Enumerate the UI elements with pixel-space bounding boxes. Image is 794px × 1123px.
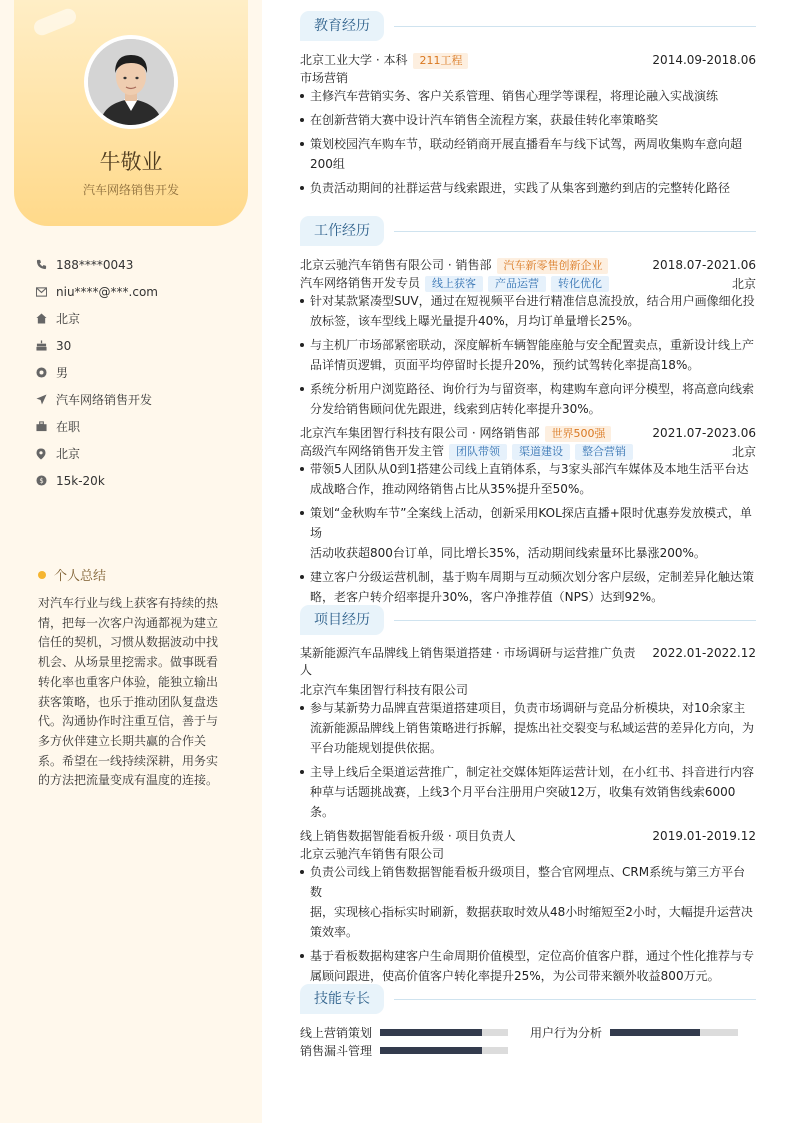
cake-icon: [36, 340, 56, 351]
list-item: 与主机厂市场部紧密联动，深度解析车辆智能座舱与安全配置卖点，重新设计线上产 品详情页逻辑，页面平均停留时长提升20%，预约试驾转化率提高18%。: [300, 335, 756, 375]
info-status: 在职: [36, 413, 158, 440]
skill-level-bar: [380, 1047, 508, 1054]
list-item: 参与某新势力品牌直营渠道搭建项目，负责市场调研与竞品分析模块，对10余家主 流新能源品牌线上销售策略进行拆解，提炼出社交裂变与私域运营的差异化方向，为 平台功能规划提供依据。: [300, 698, 756, 758]
section-title: 教育经历: [300, 11, 384, 41]
person-title: 汽车网络销售开发: [82, 183, 179, 197]
company-name: 北京云驰汽车销售有限公司 · 销售部: [300, 258, 492, 272]
project-org: 北京汽车集团智行科技有限公司: [300, 683, 469, 697]
home-icon: [36, 313, 56, 324]
avatar: [84, 35, 178, 129]
job-bullets: [300, 291, 756, 423]
skill-tag: 线上获客: [425, 276, 483, 292]
job-role: 汽车网络销售开发专员: [300, 276, 421, 290]
project-header: [300, 645, 756, 679]
info-position: 汽车网络销售开发: [36, 386, 158, 413]
education-major: 市场营销: [300, 71, 349, 85]
skill-name: 用户行为分析: [530, 1026, 603, 1040]
education-bullets: [300, 86, 756, 202]
list-item: 主导上线后全渠道运营推广，制定社交媒体矩阵运营计划，在小红书、抖音进行内容 种草与话题挑战赛，上线3个月平台注册用户突破12万，收集有效销售线索6000 条。: [300, 762, 756, 822]
job-city: 北京: [731, 444, 756, 459]
gender-icon: [36, 367, 56, 378]
svg-text:$: $: [39, 476, 44, 485]
info-gender: 男: [36, 359, 158, 386]
phone-icon: [36, 259, 56, 270]
job-city: 北京: [731, 276, 756, 291]
skill-item: [530, 1024, 738, 1041]
summary-heading: 个人总结: [38, 565, 106, 584]
job-header: [300, 256, 756, 274]
info-age: 30: [36, 332, 158, 359]
section-work: [300, 216, 756, 246]
skill-tag: 整合营销: [575, 444, 633, 460]
project-name: 线上销售数据智能看板升级 · 项目负责人: [300, 829, 516, 843]
info-home: 北京: [36, 305, 158, 332]
summary-text: 对汽车行业与线上获客有持续的热 情，把每一次客户沟通都视为建立 信任的契机，习惯从数据波动中找 机会、从场景里挖需求。做事既看 转化率也重客户体验，能独立输出 获客策略，也乐于推动团队复盘迭 代。沟通协作时注重互信，善于与 多方伙伴建立长期共赢的合作关 系。希望在一线持续深耕，用务实 的方法把流量变成有温度的连接。: [38, 596, 219, 788]
job-role: 高级汽车网络销售开发主管: [300, 444, 445, 458]
info-salary: $ 15k-20k: [36, 467, 158, 494]
skill-tag: 团队带领: [449, 444, 507, 460]
company-tag: 世界500强: [545, 426, 611, 442]
section-title: 项目经历: [300, 605, 384, 635]
list-item: 主修汽车营销实务、客户关系管理、销售心理学等课程，将理论融入实战演练: [300, 86, 756, 106]
list-item: 策划校园汽车购车节，联动经销商开展直播看车与线下试驾，两周收集购车意向超 200组: [300, 134, 756, 174]
list-item: 策划“金秋购车节”全案线上活动，创新采用KOL探店直播+限时优惠券发放模式，单场 活动收获超800台订单，同比增长35%，活动期间线索量环比暴涨200%。: [300, 503, 756, 563]
project-org: 北京云驰汽车销售有限公司: [300, 847, 445, 861]
job-role-row: [300, 274, 756, 292]
mail-icon: [36, 287, 56, 297]
list-item: 带领5人团队从0到1搭建公司线上直销体系，与3家头部汽车媒体及本地生活平台达 成战略合作，推动网络销售占比从35%提升至50%。: [300, 459, 756, 499]
list-item: 针对某款紧凑型SUV，通过在短视频平台进行精准信息流投放，结合用户画像细化投 放标签，该车型线上曝光量提升40%，月均订单量增长25%。: [300, 291, 756, 331]
avatar-photo: [88, 39, 174, 125]
skill-tag: 产品运营: [488, 276, 546, 292]
briefcase-icon: [36, 421, 56, 432]
skill-item: [300, 1024, 508, 1041]
skill-item: [300, 1042, 508, 1059]
skill-tag: 渠道建设: [512, 444, 570, 460]
project-header: [300, 827, 756, 844]
job-role-row: [300, 442, 756, 460]
list-item: 系统分析用户浏览路径、询价行为与留资率，构建购车意向评分模型，将高意向线索 分发给销售顾问优先跟进，线索到店转化率提升30%。: [300, 379, 756, 419]
list-item: 负责公司线上销售数据智能看板升级项目，整合官网埋点、CRM系统与第三方平台数 据，实现核心指标实时刷新，数据获取时效从48小时缩短至2小时，大幅提升运营决 策效率。: [300, 862, 756, 942]
skill-name: 线上营销策划: [300, 1026, 373, 1040]
person-name: 牛敬业: [99, 150, 163, 174]
skill-level-bar: [610, 1029, 738, 1036]
job-date: 2018.07-2021.06: [652, 258, 756, 272]
skill-level-fill: [610, 1029, 700, 1036]
skill-tag: 转化优化: [551, 276, 609, 292]
location-pin-icon: [36, 448, 56, 460]
skill-level-fill: [380, 1047, 482, 1054]
info-email: niu****@***.com: [36, 278, 158, 305]
skill-level-bar: [380, 1029, 508, 1036]
job-bullets: [300, 459, 756, 611]
project-name: 某新能源汽车品牌线上销售渠道搭建 · 市场调研与运营推广负责 人: [300, 646, 636, 677]
school-name: 北京工业大学 · 本科: [300, 53, 408, 67]
skill-level-fill: [380, 1029, 482, 1036]
salary-icon: [36, 475, 56, 486]
company-tag: 汽车新零售创新企业: [497, 258, 608, 274]
divider: [394, 620, 756, 621]
section-skills: [300, 984, 756, 1014]
section-title: 技能专长: [300, 984, 384, 1014]
skill-name: 销售漏斗管理: [300, 1044, 373, 1058]
divider: [394, 999, 756, 1000]
project-bullets: [300, 862, 756, 990]
section-education: [300, 11, 756, 41]
info-phone: 188****0043: [36, 251, 158, 278]
send-icon: [36, 394, 56, 405]
list-item: 建立客户分级运营机制，基于购车周期与互动频次划分客户层级，定制差异化触达策 略，老客户转介绍率提升30%，客户净推荐值（NPS）达到92%。: [300, 567, 756, 607]
section-projects: [300, 605, 756, 635]
education-date: 2014.09-2018.06: [652, 53, 756, 67]
project-date: 2019.01-2019.12: [652, 828, 756, 843]
company-name: 北京汽车集团智行科技有限公司 · 网络销售部: [300, 426, 540, 440]
project-bullets: [300, 698, 756, 826]
job-header: [300, 424, 756, 442]
divider: [394, 231, 756, 232]
education-header: [300, 51, 756, 69]
divider: [394, 26, 756, 27]
info-location: 北京: [36, 440, 158, 467]
list-item: 负责活动期间的社群运营与线索跟进，实践了从集客到邀约到店的完整转化路径: [300, 178, 756, 198]
school-tag: 211工程: [413, 53, 468, 69]
section-title: 工作经历: [300, 216, 384, 246]
project-date: 2022.01-2022.12: [652, 646, 756, 660]
sidebar: [0, 0, 262, 1123]
list-item: 在创新营销大赛中设计汽车销售全流程方案，获最佳转化率策略奖: [300, 110, 756, 130]
job-date: 2021.07-2023.06: [652, 426, 756, 440]
list-item: 基于看板数据构建客户生命周期价值模型，定位高价值客户群，通过个性化推荐与专 属顾问跟进，使高价值客户转化率提升25%，为公司带来额外收益800万元。: [300, 946, 756, 986]
contact-info-list: [36, 251, 158, 494]
bullet-dot-icon: [38, 571, 46, 579]
